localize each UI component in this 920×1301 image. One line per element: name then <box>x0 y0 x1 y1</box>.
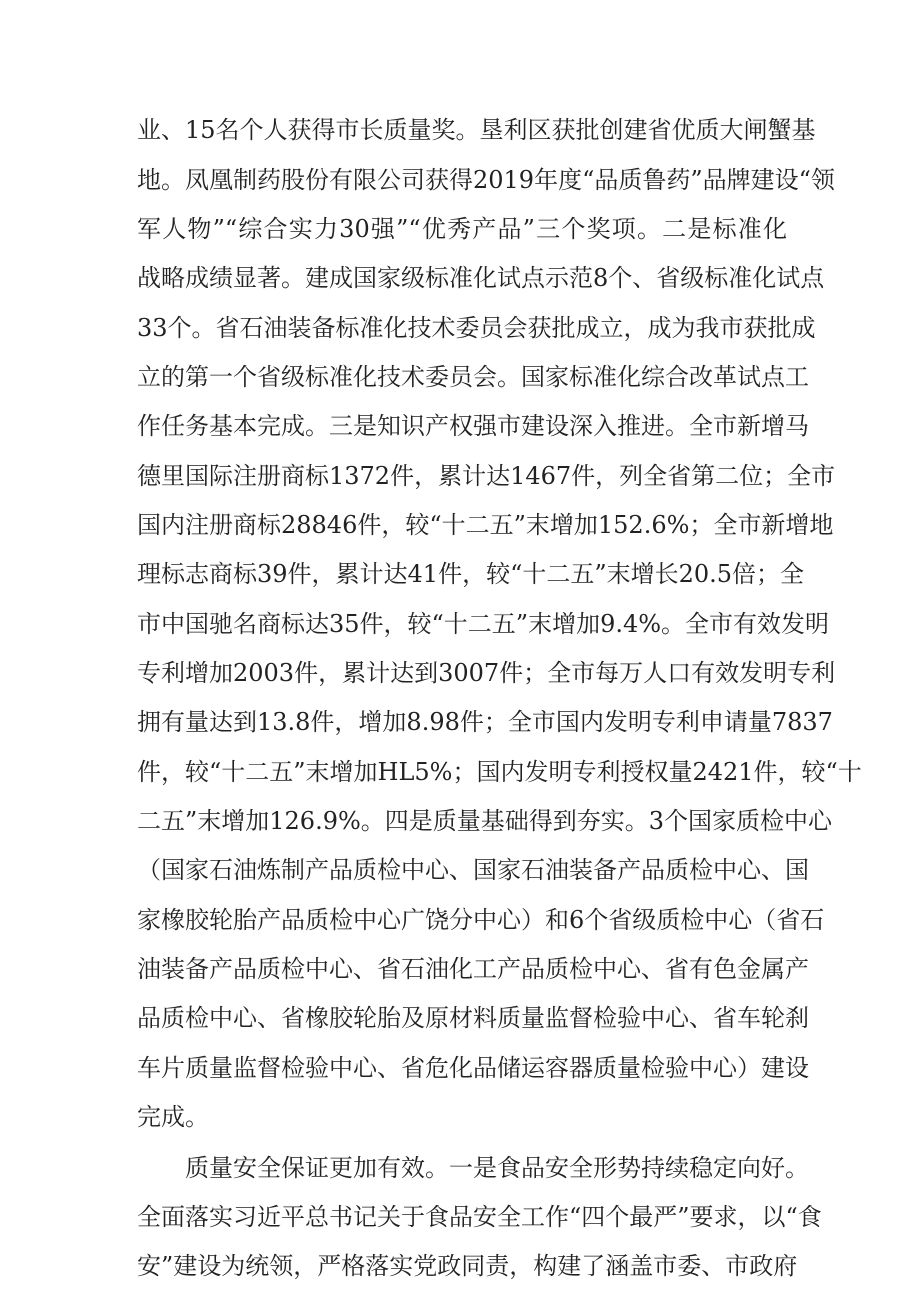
text-line: 市中国驰名商标达35件，较“十二五”末增加9.4%。全市有效发明 <box>137 610 830 638</box>
text-line: 理标志商标39件，累计达41件，较“十二五”末增长20.5倍；全 <box>137 560 805 588</box>
text-line: 车片质量监督检验中心、省危化品储运容器质量检验中心）建设 <box>137 1054 809 1082</box>
text-line: 作任务基本完成。三是知识产权强市建设深入推进。全市新增马 <box>137 412 809 440</box>
text-line: 业、15名个人获得市长质量奖。垦利区获批创建省优质大闸蟹基 <box>137 116 816 144</box>
text-line: 国内注册商标28846件，较“十二五”末增加152.6%；全市新增地 <box>137 511 834 539</box>
text-line: 立的第一个省级标准化技术委员会。国家标准化综合改革试点工 <box>137 363 809 391</box>
text-line: 全面落实习近平总书记关于食品安全工作“四个最严”要求，以“食 <box>137 1203 822 1231</box>
text-line: 军人物”“综合实力30强”“优秀产品”三个奖项。二是标准化 <box>137 215 787 243</box>
paragraph-first-line: 质量安全保证更加有效。一是食品安全形势持续稳定向好。 <box>185 1154 809 1182</box>
text-line: 战略成绩显著。建成国家级标准化试点示范8个、省级标准化试点 <box>137 264 825 292</box>
text-line: 品质检中心、省橡胶轮胎及原材料质量监督检验中心、省车轮刹 <box>137 1004 809 1032</box>
text-line: 二五”末增加126.9%。四是质量基础得到夯实。3个国家质检中心 <box>137 807 833 835</box>
text-line: 德里国际注册商标1372件，累计达1467件，列全省第二位；全市 <box>137 462 836 490</box>
text-line: 油装备产品质检中心、省石油化工产品质检中心、省有色金属产 <box>137 955 809 983</box>
text-line: 地。凤凰制药股份有限公司获得2019年度“品质鲁药”品牌建设“领 <box>137 166 835 194</box>
text-line: 33个。省石油装备标准化技术委员会获批成立，成为我市获批成 <box>137 314 816 342</box>
text-line: （国家石油炼制产品质检中心、国家石油装备产品质检中心、国 <box>137 856 809 884</box>
text-line: 完成。 <box>137 1103 209 1131</box>
text-line: 家橡胶轮胎产品质检中心广饶分中心）和6个省级质检中心（省石 <box>137 906 825 934</box>
text-line: 拥有量达到13.8件，增加8.98件；全市国内发明专利申请量7837 <box>137 708 833 736</box>
text-line: 安”建设为统领，严格落实党政同责，构建了涵盖市委、市政府 <box>137 1252 798 1280</box>
text-line: 专利增加2003件，累计达到3007件；全市每万人口有效发明专利 <box>137 659 836 687</box>
text-line: 件，较“十二五”末增加HL5%；国内发明专利授权量2421件，较“十 <box>137 758 862 786</box>
